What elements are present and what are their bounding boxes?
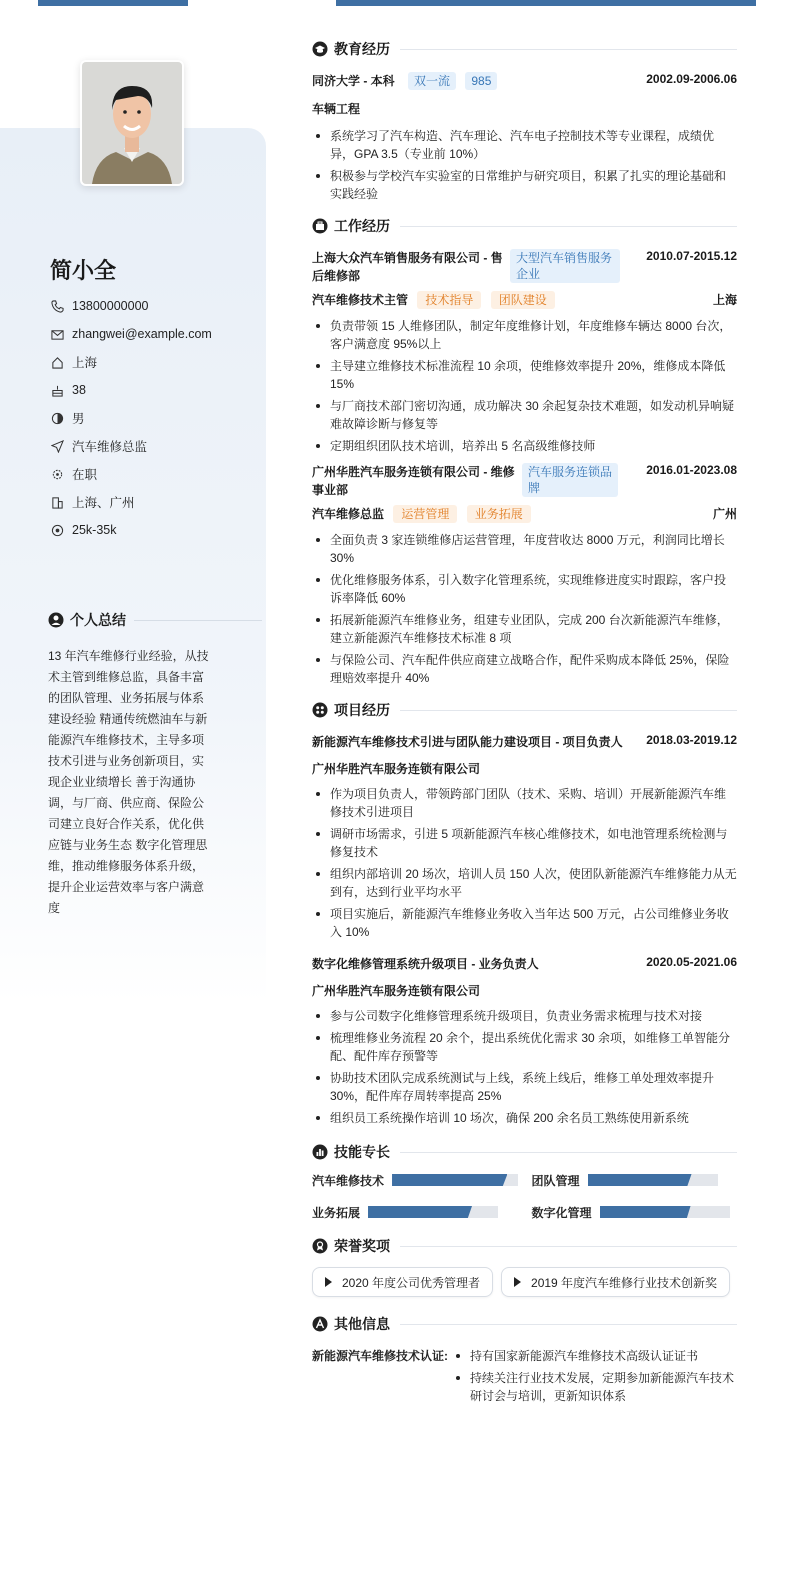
job-company: 广州华胜汽车服务连锁有限公司 - 维修事业部 xyxy=(312,465,515,497)
list-item: 系统学习了汽车构造、汽车理论、汽车电子控制技术等专业课程，成绩优异，GPA 3.5（专业前 10%） xyxy=(312,127,737,163)
bar-chart-icon xyxy=(312,1144,328,1160)
list-item: 主导建立维修技术标准流程 10 余项，使维修效率提升 20%，维修成本降低 15% xyxy=(312,357,737,393)
other-bullets xyxy=(452,1347,737,1409)
skill-bar xyxy=(392,1174,517,1186)
list-item: 持续关注行业技术发展，定期参加新能源汽车技术研讨会与培训，更新知识体系 xyxy=(452,1369,737,1405)
company-tag: 大型汽车销售服务企业 xyxy=(510,249,620,283)
projects-divider xyxy=(400,710,737,711)
education-bullets xyxy=(312,127,737,203)
list-item: 项目实施后，新能源汽车维修业务收入当年达 500 万元，占公司维修业务收入 10% xyxy=(312,905,737,941)
awards-list xyxy=(312,1267,737,1297)
job-header xyxy=(312,463,737,499)
education-title: 教育经历 xyxy=(334,41,390,57)
work-header xyxy=(312,213,737,239)
list-item: 拓展新能源汽车维修业务，组建专业团队，完成 200 台次新能源汽车维修，建立新能源汽车维修技术标准 8 项 xyxy=(312,611,737,647)
contact-location xyxy=(50,348,260,376)
skill-bar-fill xyxy=(392,1174,507,1186)
awards-title: 荣誉奖项 xyxy=(334,1238,390,1254)
projects-title: 项目经历 xyxy=(334,702,390,718)
skill-item xyxy=(312,1171,518,1189)
project-header xyxy=(312,955,737,972)
contact-status xyxy=(50,460,260,488)
job-city: 广州 xyxy=(712,507,737,521)
work-title: 工作经历 xyxy=(334,218,390,234)
skill-bar xyxy=(588,1174,718,1186)
email-text: zhangwei@example.com xyxy=(72,327,212,341)
contact-list xyxy=(50,292,260,544)
awards-divider xyxy=(400,1246,737,1247)
contact-cities xyxy=(50,488,260,516)
summary-divider xyxy=(134,620,262,621)
list-item: 与厂商技术部门密切沟通，成功解决 30 余起复杂技术难题，如发动机异响疑难故障诊断与修复等 xyxy=(312,397,737,433)
age-text: 38 xyxy=(72,383,86,397)
play-icon xyxy=(325,1277,332,1287)
other-title: 其他信息 xyxy=(334,1316,390,1332)
grid-icon xyxy=(312,702,328,718)
skill-name: 团队管理 xyxy=(531,1173,580,1188)
skill-item xyxy=(532,1171,738,1189)
list-item: 负责带领 15 人维修团队，制定年度维修计划，年度维修车辆达 8000 台次，客户满意度 95%以上 xyxy=(312,317,737,353)
other-header xyxy=(312,1311,737,1337)
project-org: 广州华胜汽车服务连锁有限公司 xyxy=(312,762,481,776)
list-item: 组织员工系统操作培训 10 场次，确保 200 余名员工熟练使用新系统 xyxy=(312,1109,737,1127)
profile-name: 简小全 xyxy=(50,258,117,283)
list-item: 定期组织团队技术培训，培养出 5 名高级维修技师 xyxy=(312,437,737,455)
award-item xyxy=(312,1267,493,1297)
skill-bar-fill xyxy=(368,1206,472,1218)
award-label: 2020 年度公司优秀管理者 xyxy=(342,1275,481,1290)
list-item: 调研市场需求，引进 5 项新能源汽车核心维修技术，如电池管理系统检测与修复技术 xyxy=(312,825,737,861)
play-icon xyxy=(514,1277,521,1287)
project-org: 广州华胜汽车服务连锁有限公司 xyxy=(312,984,481,998)
skill-item xyxy=(532,1203,738,1221)
skill-bar xyxy=(368,1206,498,1218)
project-header xyxy=(312,733,737,750)
cake-icon xyxy=(50,383,64,397)
skills-title: 技能专长 xyxy=(334,1144,390,1160)
avatar xyxy=(80,60,184,186)
contact-email xyxy=(50,320,260,348)
school-name: 同济大学 - 本科 xyxy=(312,74,395,88)
education-period: 2002.09-2006.06 xyxy=(646,72,737,86)
position-text: 汽车维修总监 xyxy=(72,440,148,454)
job-city: 上海 xyxy=(712,293,737,307)
role-tag: 团队建设 xyxy=(491,291,555,309)
job-header xyxy=(312,249,737,285)
skill-name: 数字化管理 xyxy=(531,1205,592,1220)
project-bullets xyxy=(312,785,737,941)
school-tag: 985 xyxy=(465,72,497,90)
location-text: 上海 xyxy=(72,356,98,370)
role-tag: 运营管理 xyxy=(393,505,457,523)
list-item: 作为项目负责人，带领跨部门团队（技术、采购、培训）开展新能源汽车维修技术引进项目 xyxy=(312,785,737,821)
salary-text: 25k-35k xyxy=(72,523,117,537)
job-role-row xyxy=(312,505,737,523)
graduation-cap-icon xyxy=(312,41,328,57)
project-period: 2018.03-2019.12 xyxy=(646,733,737,747)
award-label: 2019 年度汽车维修行业技术创新奖 xyxy=(531,1275,718,1290)
list-item: 积极参与学校汽车实验室的日常维护与研究项目，积累了扎实的理论基础和实践经验 xyxy=(312,167,737,203)
summary-text: 13 年汽车维修行业经验，从技术主管到维修总监，具备丰富的团队管理、业务拓展与体系建设经验 精通传统燃油车与新能源汽车维修技术，主导多项技术引进与业务创新项目，实现企业业绩增长 善于沟通协调，与厂商、供应商、保险公司建立良好合作关系，优化供应链与业务生态 数字化管理思维，推动维修服务体系升级，提升企业运营效率与客户满意度 xyxy=(48,649,209,915)
info-a-icon xyxy=(312,1316,328,1332)
contact-age xyxy=(50,376,260,404)
skills-header xyxy=(312,1139,737,1165)
job-company: 上海大众汽车销售服务有限公司 - 售后维修部 xyxy=(312,251,503,283)
role-tag: 业务拓展 xyxy=(467,505,531,523)
main-column xyxy=(312,36,737,1409)
list-item: 协助技术团队完成系统测试与上线，系统上线后，维修工单处理效率提升 30%，配件库存周转率提高 25% xyxy=(312,1069,737,1105)
project-bullets xyxy=(312,1007,737,1127)
status-text: 在职 xyxy=(72,468,98,482)
contact-phone xyxy=(50,292,260,320)
job-period: 2016.01-2023.08 xyxy=(646,463,737,477)
job-role: 汽车维修技术主管 xyxy=(312,293,409,307)
top-accent-bar-left xyxy=(38,0,188,6)
avatar-photo xyxy=(82,62,182,184)
other-divider xyxy=(400,1324,737,1325)
status-icon xyxy=(50,467,64,481)
skill-name: 汽车维修技术 xyxy=(312,1173,385,1188)
award-item xyxy=(501,1267,730,1297)
list-item: 全面负责 3 家连锁维修店运营管理，年度营收达 8000 万元，利润同比增长 30% xyxy=(312,531,737,567)
summary-title: 个人总结 xyxy=(70,612,126,628)
skill-bar-fill xyxy=(600,1206,691,1218)
school-tag: 双一流 xyxy=(408,72,456,90)
list-item: 与保险公司、汽车配件供应商建立战略合作，配件采购成本降低 25%，保险理赔效率提升 40% xyxy=(312,651,737,687)
list-item: 梳理维修业务流程 20 余个，提出系统优化需求 30 余项，如维修工单智能分配、配件库存预警等 xyxy=(312,1029,737,1065)
home-icon xyxy=(50,355,64,369)
contact-position xyxy=(50,432,260,460)
briefcase-icon xyxy=(312,218,328,234)
skill-name: 业务拓展 xyxy=(312,1205,361,1220)
other-info xyxy=(312,1347,737,1409)
job-bullets xyxy=(312,317,737,455)
project-name: 新能源汽车维修技术引进与团队能力建设项目 - 项目负责人 xyxy=(312,735,623,749)
contact-gender xyxy=(50,404,260,432)
top-accent-bar-right xyxy=(336,0,756,6)
job-role: 汽车维修总监 xyxy=(312,507,385,521)
other-label: 新能源汽车维修技术认证: xyxy=(312,1349,448,1363)
role-tag: 技术指导 xyxy=(417,291,481,309)
gender-text: 男 xyxy=(72,412,85,426)
skill-item xyxy=(312,1203,518,1221)
education-header xyxy=(312,36,737,62)
list-item: 持有国家新能源汽车维修技术高级认证证书 xyxy=(452,1347,737,1365)
job-period: 2010.07-2015.12 xyxy=(646,249,737,263)
skill-bar-fill xyxy=(588,1174,692,1186)
education-divider xyxy=(400,49,737,50)
salary-icon xyxy=(50,523,64,537)
contact-salary xyxy=(50,516,260,544)
building-icon xyxy=(50,495,64,509)
project-name: 数字化维修管理系统升级项目 - 业务负责人 xyxy=(312,957,539,971)
projects-header xyxy=(312,697,737,723)
phone-text: 13800000000 xyxy=(72,299,149,313)
summary-header xyxy=(48,610,262,630)
cities-text: 上海、广州 xyxy=(72,496,135,510)
mail-icon xyxy=(50,327,64,341)
send-icon xyxy=(50,439,64,453)
user-circle-icon xyxy=(48,612,64,628)
awards-header xyxy=(312,1233,737,1259)
award-icon xyxy=(312,1238,328,1254)
list-item: 组织内部培训 20 场次，培训人员 150 人次，使团队新能源汽车维修能力从无到有，达到行业平均水平 xyxy=(312,865,737,901)
job-role-row xyxy=(312,291,737,309)
skills-grid xyxy=(312,1171,737,1221)
skills-divider xyxy=(400,1152,737,1153)
gender-icon xyxy=(50,411,64,425)
work-divider xyxy=(400,226,737,227)
education-major: 车辆工程 xyxy=(312,102,361,116)
education-row xyxy=(312,72,737,90)
job-bullets xyxy=(312,531,737,687)
company-tag: 汽车服务连锁品牌 xyxy=(522,463,618,497)
list-item: 参与公司数字化维修管理系统升级项目，负责业务需求梳理与技术对接 xyxy=(312,1007,737,1025)
list-item: 优化维修服务体系，引入数字化管理系统，实现维修进度实时跟踪，客户投诉率降低 60% xyxy=(312,571,737,607)
project-period: 2020.05-2021.06 xyxy=(646,955,737,969)
phone-icon xyxy=(50,299,64,313)
skill-bar xyxy=(600,1206,730,1218)
